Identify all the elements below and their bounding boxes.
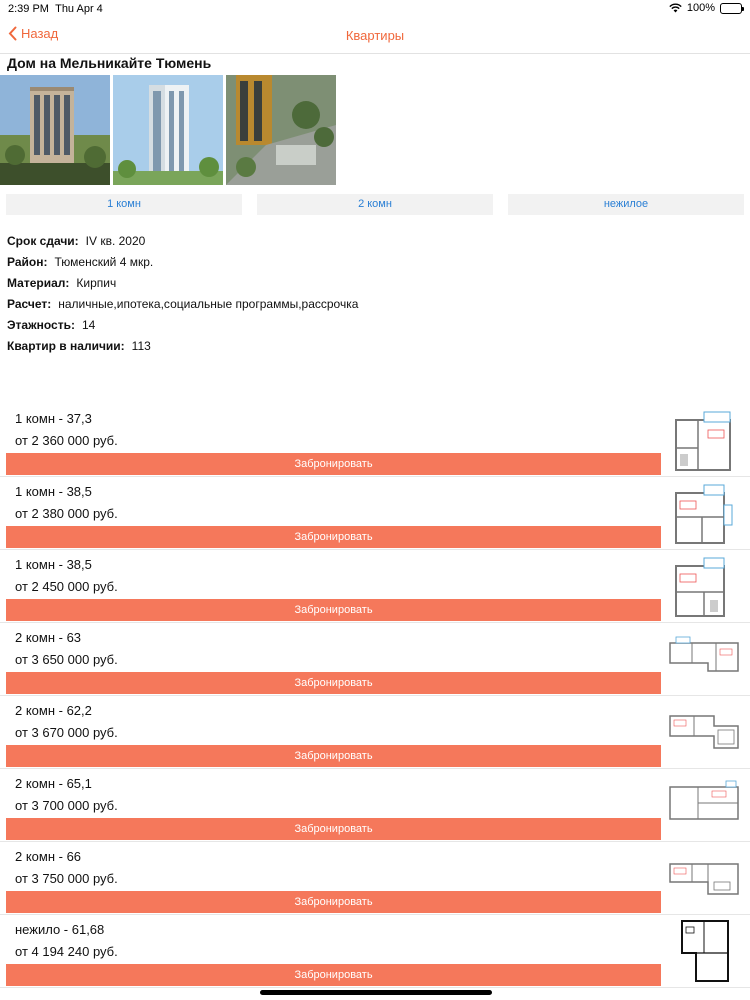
nav-title: Квартиры	[345, 28, 405, 43]
apartment-price: от 2 380 000 руб.	[15, 506, 118, 521]
list-item[interactable]	[0, 915, 750, 988]
floor-plan-image[interactable]	[668, 408, 740, 472]
battery-icon	[720, 3, 742, 14]
room-type-tabs	[6, 194, 744, 215]
list-item[interactable]	[0, 477, 750, 550]
book-button[interactable]: Забронировать	[6, 599, 661, 621]
status-bar	[0, 0, 750, 18]
apartment-price: от 3 670 000 руб.	[15, 725, 118, 740]
book-button[interactable]: Забронировать	[6, 745, 661, 767]
info-deadline: Срок сдачи: IV кв. 2020	[7, 234, 146, 248]
battery-percent: 100%	[686, 2, 715, 14]
list-item[interactable]	[0, 842, 750, 915]
wifi-icon	[669, 3, 682, 13]
apartment-title: 2 комн - 66	[15, 849, 82, 864]
floor-plan-image[interactable]	[668, 481, 740, 545]
apartment-title: 1 комн - 38,5	[15, 484, 92, 499]
floor-plan-image[interactable]	[668, 919, 740, 983]
apartment-price: от 2 450 000 руб.	[15, 579, 118, 594]
floor-plan-image[interactable]	[668, 554, 740, 618]
info-material: Материал: Кирпич	[7, 276, 117, 290]
apartment-price: от 3 650 000 руб.	[15, 652, 118, 667]
info-floors: Этажность: 14	[7, 318, 96, 332]
tab-2-room[interactable]: 2 комн	[257, 194, 493, 215]
info-payment: Расчет: наличные,ипотека,социальные программы,рассрочка	[7, 297, 359, 311]
book-button[interactable]: Забронировать	[6, 891, 661, 913]
building-photo[interactable]	[0, 75, 110, 185]
status-right	[669, 2, 742, 14]
status-time: 2:39 PM Thu Apr 4	[8, 3, 103, 15]
building-photo[interactable]	[226, 75, 336, 185]
apartment-title: 2 комн - 63	[15, 630, 82, 645]
list-item[interactable]	[0, 769, 750, 842]
floor-plan-image[interactable]	[668, 773, 740, 837]
book-button[interactable]: Забронировать	[6, 526, 661, 548]
apartment-price: от 2 360 000 руб.	[15, 433, 118, 448]
home-indicator[interactable]	[260, 990, 492, 995]
tab-1-room[interactable]: 1 комн	[6, 194, 242, 215]
list-item[interactable]	[0, 550, 750, 623]
house-info	[7, 232, 358, 358]
apartment-list	[0, 404, 750, 988]
apartment-title: 2 комн - 65,1	[15, 776, 92, 791]
photo-gallery	[0, 75, 336, 185]
info-available: Квартир в наличии: 113	[7, 339, 151, 353]
apartment-title: 1 комн - 38,5	[15, 557, 92, 572]
apartment-title: 2 комн - 62,2	[15, 703, 92, 718]
info-district: Район: Тюменский 4 мкр.	[7, 255, 154, 269]
book-button[interactable]: Забронировать	[6, 818, 661, 840]
apartment-price: от 3 750 000 руб.	[15, 871, 118, 886]
book-button[interactable]: Забронировать	[6, 453, 661, 475]
list-item[interactable]	[0, 404, 750, 477]
navigation-bar	[0, 18, 750, 54]
book-button[interactable]: Забронировать	[6, 672, 661, 694]
apartment-title: 1 комн - 37,3	[15, 411, 92, 426]
apartment-price: от 4 194 240 руб.	[15, 944, 118, 959]
book-button[interactable]: Забронировать	[6, 964, 661, 986]
floor-plan-image[interactable]	[668, 846, 740, 910]
house-title: Дом на Мельникайте Тюмень	[7, 55, 212, 71]
floor-plan-image[interactable]	[668, 700, 740, 764]
building-photo[interactable]	[113, 75, 223, 185]
list-item[interactable]	[0, 623, 750, 696]
back-label: Назад	[21, 26, 59, 41]
tab-non-residential[interactable]: нежилое	[508, 194, 744, 215]
list-item[interactable]	[0, 696, 750, 769]
apartment-price: от 3 700 000 руб.	[15, 798, 118, 813]
floor-plan-image[interactable]	[668, 627, 740, 691]
apartment-title: нежило - 61,68	[15, 922, 105, 937]
